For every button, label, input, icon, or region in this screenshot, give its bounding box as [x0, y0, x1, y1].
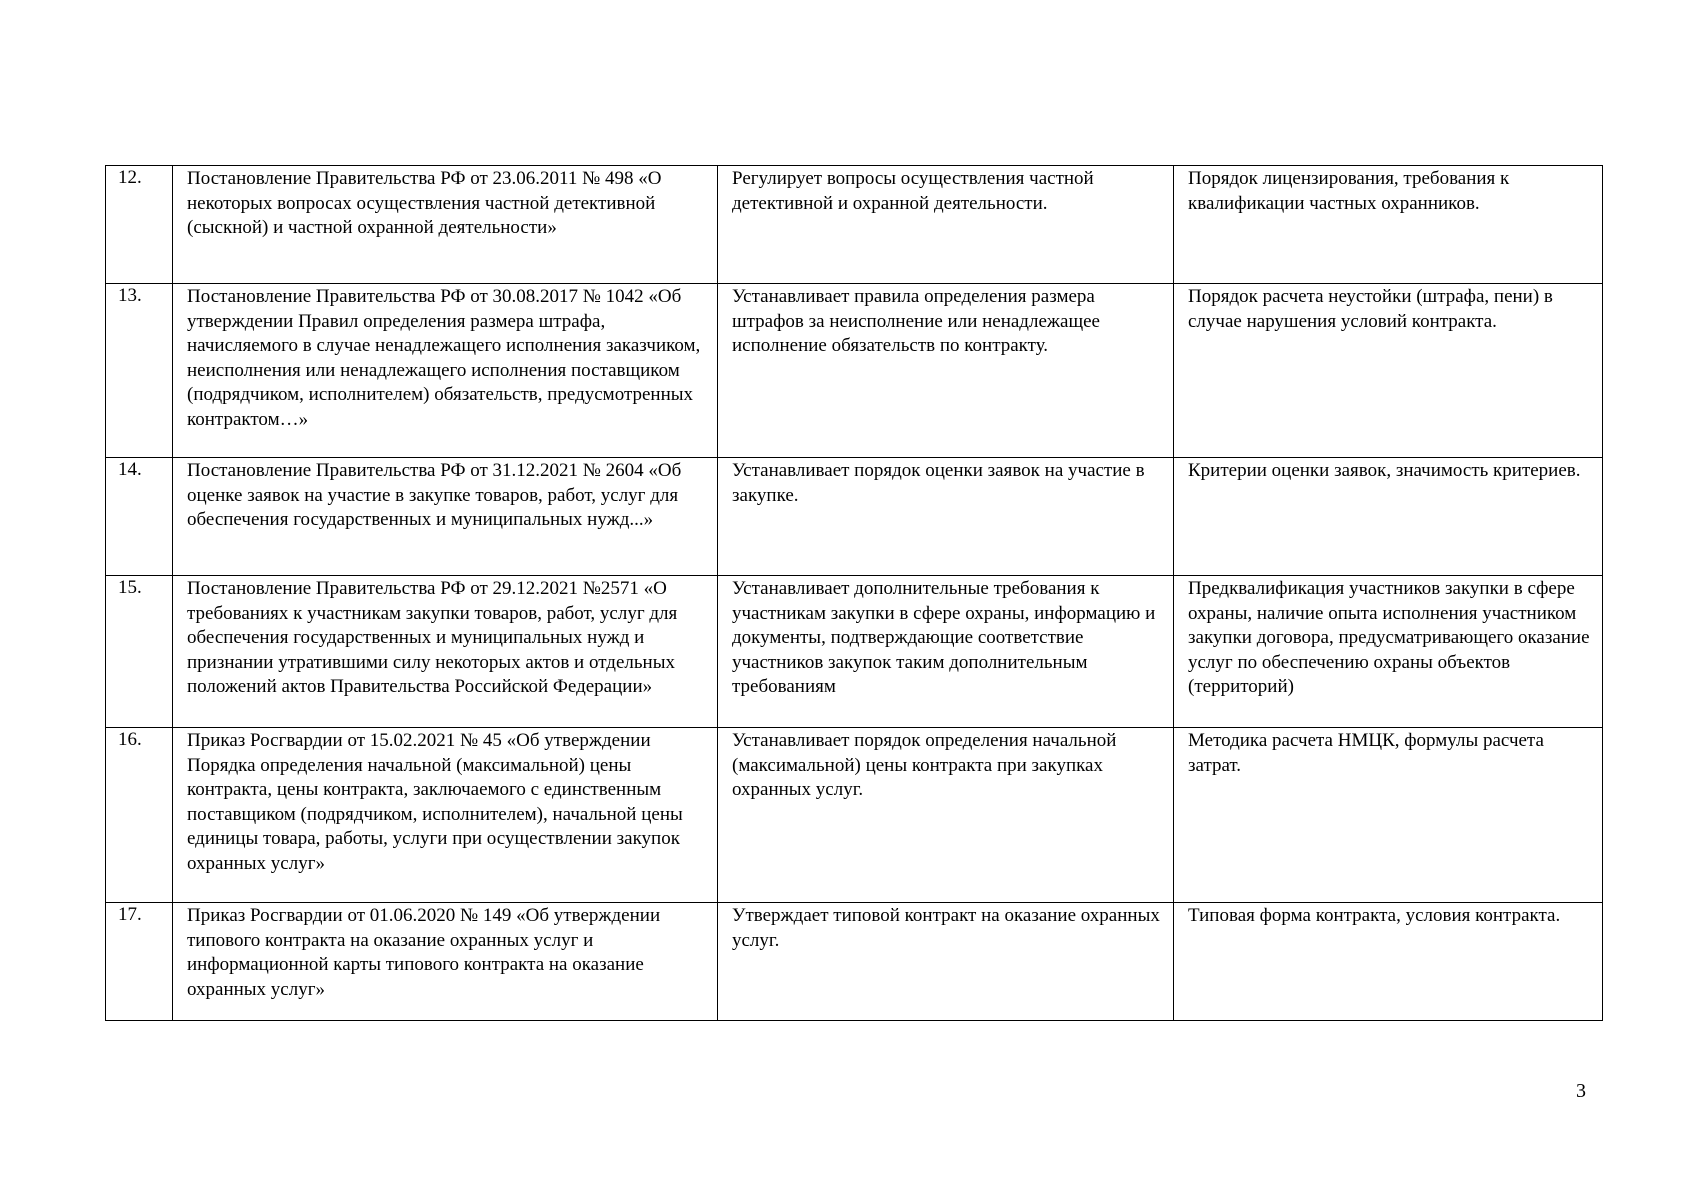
- scope-cell: Предквалификация участников закупки в сфере охраны, наличие опыта исполнения участником закупки договора, предусматривающего оказание услуг по обеспечению охраны объектов (территорий): [1174, 576, 1603, 728]
- description-cell: Регулирует вопросы осуществления частной детективной и охранной деятельности.: [718, 166, 1174, 284]
- legal-act-cell: Постановление Правительства РФ от 31.12.2021 № 2604 «Об оценке заявок на участие в закупке товаров, работ, услуг для обеспечения государственных и муниципальных нужд...»: [173, 458, 718, 576]
- scope-cell: Методика расчета НМЦК, формулы расчета затрат.: [1174, 728, 1603, 903]
- table-row: [106, 166, 1603, 284]
- legal-act-cell: Постановление Правительства РФ от 23.06.2011 № 498 «О некоторых вопросах осуществления частной детективной (сыскной) и частной охранной деятельности»: [173, 166, 718, 284]
- row-number: 13.: [106, 284, 173, 458]
- regulations-table: [105, 165, 1603, 1021]
- table-row: [106, 284, 1603, 458]
- table-row: [106, 458, 1603, 576]
- page-number: 3: [1576, 1080, 1586, 1102]
- legal-act-cell: Приказ Росгвардии от 15.02.2021 № 45 «Об утверждении Порядка определения начальной (максимальной) цены контракта, цены контракта, заключаемого с единственным поставщиком (подрядчиком, исполнителем), начальной цены единицы товара, работы, услуги при осуществлении закупок охранных услуг»: [173, 728, 718, 903]
- row-number: 15.: [106, 576, 173, 728]
- scope-cell: Порядок лицензирования, требования к квалификации частных охранников.: [1174, 166, 1603, 284]
- row-number: 16.: [106, 728, 173, 903]
- description-cell: Устанавливает порядок определения начальной (максимальной) цены контракта при закупках охранных услуг.: [718, 728, 1174, 903]
- row-number: 14.: [106, 458, 173, 576]
- legal-act-cell: Постановление Правительства РФ от 29.12.2021 №2571 «О требованиях к участникам закупки товаров, работ, услуг для обеспечения государственных и муниципальных нужд и признании утратившими силу некоторых актов и отдельных положений актов Правительства Российской Федерации»: [173, 576, 718, 728]
- table-row: [106, 576, 1603, 728]
- table-row: [106, 903, 1603, 1021]
- table-row: [106, 728, 1603, 903]
- legal-act-cell: Постановление Правительства РФ от 30.08.2017 № 1042 «Об утверждении Правил определения размера штрафа, начисляемого в случае ненадлежащего исполнения заказчиком, неисполнения или ненадлежащего исполнения поставщиком (подрядчиком, исполнителем) обязательств, предусмотренных контрактом…»: [173, 284, 718, 458]
- description-cell: Устанавливает правила определения размера штрафов за неисполнение или ненадлежащее исполнение обязательств по контракту.: [718, 284, 1174, 458]
- description-cell: Утверждает типовой контракт на оказание охранных услуг.: [718, 903, 1174, 1021]
- scope-cell: Типовая форма контракта, условия контракта.: [1174, 903, 1603, 1021]
- row-number: 12.: [106, 166, 173, 284]
- scope-cell: Порядок расчета неустойки (штрафа, пени) в случае нарушения условий контракта.: [1174, 284, 1603, 458]
- description-cell: Устанавливает дополнительные требования к участникам закупки в сфере охраны, информацию и документы, подтверждающие соответствие участников закупок таким дополнительным требованиям: [718, 576, 1174, 728]
- legal-act-cell: Приказ Росгвардии от 01.06.2020 № 149 «Об утверждении типового контракта на оказание охранных услуг и информационной карты типового контракта на оказание охранных услуг»: [173, 903, 718, 1021]
- scope-cell: Критерии оценки заявок, значимость критериев.: [1174, 458, 1603, 576]
- row-number: 17.: [106, 903, 173, 1021]
- description-cell: Устанавливает порядок оценки заявок на участие в закупке.: [718, 458, 1174, 576]
